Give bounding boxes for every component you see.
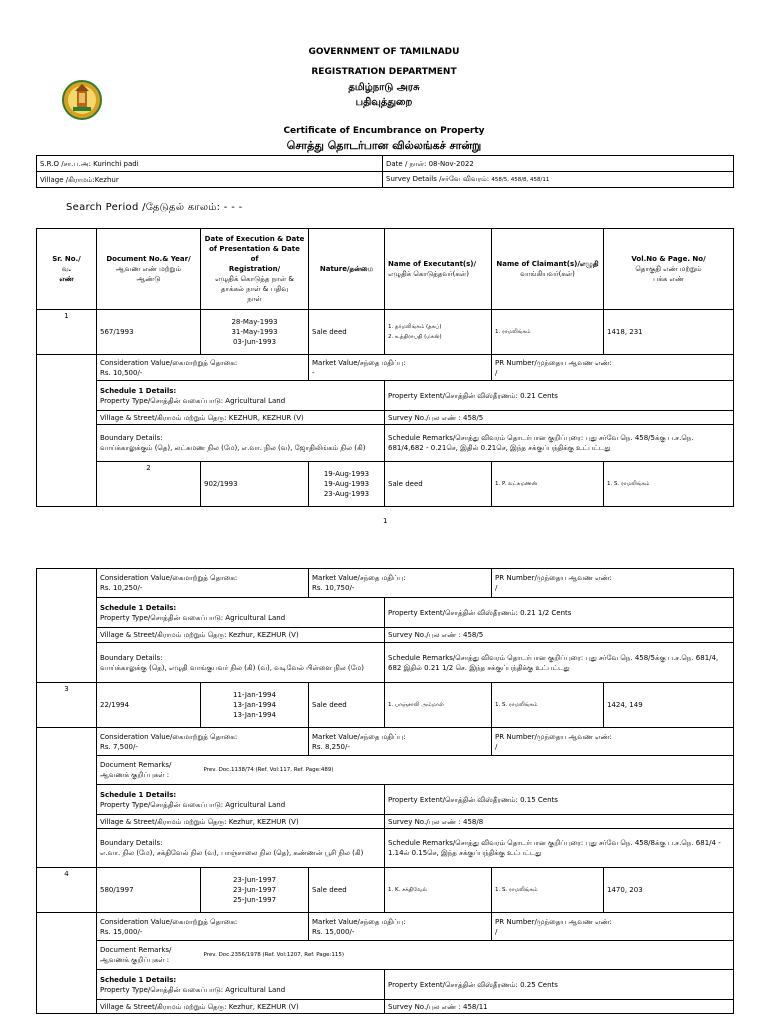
encumbrance-table-page-2 — [36, 568, 734, 1014]
document-remarks-label: Document Remarks/ ஆவணக் குறிப்புகள் : — [97, 941, 201, 970]
date-cell: Date / நாள்: 08-Nov-2022 — [383, 156, 734, 172]
entry-claimant: 1. S. ராமலிங்கம் — [492, 683, 604, 728]
schedule-row — [37, 598, 734, 628]
entry-document: 580/1997 — [97, 868, 201, 913]
entry-document: 567/1993 — [97, 310, 201, 355]
entry-executants: 1. பாஞ்சாலி அம்மாள் — [385, 683, 492, 728]
col-header-sr: Sr. No./ வ. எண் — [37, 229, 97, 310]
certificate-title: Certificate of Encumbrance on Property — [283, 126, 485, 136]
entry-executants: 1. K. சக்திவேல் — [385, 868, 492, 913]
pr-number: PR Number/முந்தைய ஆவண எண்: / — [492, 355, 734, 381]
encumbrance-table-page-1 — [36, 228, 734, 507]
entry-dates: 11-Jan-1994 13-Jan-1994 13-Jan-1994 — [201, 683, 309, 728]
property-extent: Property Extent/சொத்தின் விஸ்தீரணம்: 0.21 Cents — [385, 381, 734, 411]
survey-number: Survey No./புல எண் : 458/5 — [385, 411, 734, 425]
table-row — [37, 868, 734, 913]
boundary-details: Boundary Details: வாய்க்காலுக்கு (தெ), எழுதி வாங்குபவர் நில (கி) (வ), வடிவேல் பிள்ளை நில (மே) — [97, 643, 385, 683]
boundary-details: Boundary Details: வாய்க்காலுக்கும் (தெ), லட்சுமண நில (மே), எ.வா. நில (வ), ஜோதிலிங்கம் நில (கி) — [97, 425, 385, 462]
value-row — [37, 728, 734, 756]
tamilnadu-emblem — [62, 80, 102, 120]
village-street: Village & Street/கிராமம் மற்றும் தெரு: KEZHUR, KEZHUR (V) — [97, 411, 385, 425]
entry-document: 22/1994 — [97, 683, 201, 728]
survey-number: Survey No./புல எண் : 458/11 — [385, 1000, 734, 1014]
schedule-remarks: Schedule Remarks/சொத்து விவரம் தொடர்பான குறிப்புரை: புது சர்வே நெ. 458/5க்கு ப.ச.நெ. 681/4,682 - 0.21செ, இதில் 0.21செ, இந்த சக்குப்பந்திக்கு உட்பட்டது — [385, 425, 734, 462]
sro-cell: S.R.O /சா.ப.அ: Kurinchi padi — [37, 156, 383, 172]
survey-details-cell: Survey Details /சர்வே விவரம்: 458/5, 458/8, 458/11 — [383, 172, 734, 188]
survey-number: Survey No./புல எண் : 458/8 — [385, 815, 734, 829]
table-row — [37, 462, 734, 507]
schedule-details: Schedule 1 Details: Property Type/சொத்தின் வகைப்பாடு: Agricultural Land — [97, 381, 385, 411]
government-title-tamil: தமிழ்நாடு அரசு — [348, 82, 420, 93]
schedule-row — [37, 381, 734, 411]
entry-sr: 1 — [37, 310, 97, 355]
document-remarks-label: Document Remarks/ ஆவணக் குறிப்புகள் : — [97, 756, 201, 785]
document-remarks-row — [37, 756, 734, 785]
village-street: Village & Street/கிராமம் மற்றும் தெரு: Kezhur, KEZHUR (V) — [97, 1000, 385, 1014]
schedule-row — [37, 970, 734, 1000]
entry-sr: 2 — [97, 462, 201, 507]
entry-executants: 1. P. லட்சுமணன் — [492, 462, 604, 507]
pr-number: PR Number/முந்தைய ஆவண எண்: / — [492, 728, 734, 756]
department-title-tamil: பதிவுத்துறை — [355, 97, 413, 108]
entry-nature: Sale deed — [309, 310, 385, 355]
entry-document: 902/1993 — [201, 462, 309, 507]
village-street: Village & Street/கிராமம் மற்றும் தெரு: Kezhur, KEZHUR (V) — [97, 815, 385, 829]
pr-number: PR Number/முந்தைய ஆவண எண்: / — [492, 913, 734, 941]
department-title: REGISTRATION DEPARTMENT — [311, 67, 457, 77]
consideration-value: Consideration Value/கைமாற்றுத் தொகை: Rs. 7,500/- — [97, 728, 309, 756]
government-title: GOVERNMENT OF TAMILNADU — [308, 47, 460, 57]
boundary-details: Boundary Details: எ.வா. நில (மே), சக்திவேல் நில (வ), பாஞ்சாலை நில (தெ), கண்ணன் பூசி நில (கி) — [97, 829, 385, 868]
table-header-row — [37, 229, 734, 310]
village-street: Village & Street/கிராமம் மற்றும் தெரு: Kezhur, KEZHUR (V) — [97, 628, 385, 643]
boundary-row — [37, 643, 734, 683]
boundary-row — [37, 829, 734, 868]
entry-dates: 23-Jun-1997 23-Jun-1997 25-Jun-1997 — [201, 868, 309, 913]
certificate-title-tamil: சொத்து தொடர்பான வில்லங்கச் சான்று — [286, 139, 482, 152]
schedule-details: Schedule 1 Details: Property Type/சொத்தின் வகைப்பாடு: Agricultural Land — [97, 785, 385, 815]
property-extent: Property Extent/சொத்தின் விஸ்தீரணம்: 0.25 Cents — [385, 970, 734, 1000]
schedule-remarks: Schedule Remarks/சொத்து விவரம் தொடர்பான குறிப்புரை: புது சர்வே நெ. 458/5க்கு ப.ச.நெ. 681/4, 682 இதில் 0.21 1/2 செ. இந்த சக்குப்பந்திக்கு உட்பட்டது — [385, 643, 734, 683]
entry-volume: 1424, 149 — [604, 683, 734, 728]
entry-claimant: 1. S. ராமலிங்கம் — [492, 868, 604, 913]
schedule-remarks: Schedule Remarks/சொத்து விவரம் தொடர்பான குறிப்புரை: புது சர்வே நெ. 458/8க்கு ப.ச.நெ. 681/4 - 1.14ல் 0.15செ, இந்த சக்குப்பந்திக்கு உட்பட்டது — [385, 829, 734, 868]
schedule-details: Schedule 1 Details: Property Type/சொத்தின் வகைப்பாடு: Agricultural Land — [97, 970, 385, 1000]
entry-dates: 19-Aug-1993 19-Aug-1993 23-Aug-1993 — [309, 462, 385, 507]
entry-nature: Sale deed — [385, 462, 492, 507]
col-header-nature: Nature/தன்மை — [309, 229, 385, 310]
col-header-document: Document No.& Year/ ஆவண எண் மற்றும் ஆண்டு — [97, 229, 201, 310]
village-cell: Village /கிராமம்:Kezhur — [37, 172, 383, 188]
value-row — [37, 569, 734, 598]
village-row — [37, 815, 734, 829]
col-header-volume: Vol.No & Page. No/ தொகுதி எண் மற்றும் பக்க எண் — [604, 229, 734, 310]
market-value: Market Value/சந்தை மதிப்பு: - — [309, 355, 492, 381]
entry-claimant: 1. ராமலிங்கம் — [492, 310, 604, 355]
table-row — [37, 310, 734, 355]
village-row — [37, 411, 734, 425]
schedule-row — [37, 785, 734, 815]
document-remarks-row — [37, 941, 734, 970]
entry-sr: 3 — [37, 683, 97, 728]
table-row — [37, 683, 734, 728]
document-remarks: Prev. Doc.2356/1978 (Ref. Vol:1207, Ref. Page:115) — [201, 941, 734, 970]
schedule-details: Schedule 1 Details: Property Type/சொத்தின் வகைப்பாடு: Agricultural Land — [97, 598, 385, 628]
market-value: Market Value/சந்தை மதிப்பு: Rs. 10,750/- — [309, 569, 492, 598]
consideration-value: Consideration Value/கைமாற்றுத் தொகை: Rs. 10,250/- — [97, 569, 309, 598]
page-number: 1 — [383, 517, 388, 525]
entry-nature: Sale deed — [309, 868, 385, 913]
boundary-row — [37, 425, 734, 462]
consideration-value: Consideration Value/கைமாற்றுத் தொகை: Rs. 15,000/- — [97, 913, 309, 941]
survey-number: Survey No./புல எண் : 458/5 — [385, 628, 734, 643]
document-remarks: Prev. Doc.1138/74 (Ref. Vol:117, Ref. Page:489) — [201, 756, 734, 785]
value-row — [37, 913, 734, 941]
value-row — [37, 355, 734, 381]
village-row — [37, 1000, 734, 1014]
entry-volume: 1470, 203 — [604, 868, 734, 913]
property-extent: Property Extent/சொத்தின் விஸ்தீரணம்: 0.15 Cents — [385, 785, 734, 815]
market-value: Market Value/சந்தை மதிப்பு: Rs. 15,000/- — [309, 913, 492, 941]
col-header-claimant: Name of Claimant(s)/எழுதி வாங்கியவர்(கள்) — [492, 229, 604, 310]
property-extent: Property Extent/சொத்தின் விஸ்தீரணம்: 0.21 1/2 Cents — [385, 598, 734, 628]
property-info-table — [36, 155, 734, 188]
village-row — [37, 628, 734, 643]
col-header-dates: Date of Execution & Date of Presentation & Date of Registration/ எழுதிக் கொடுத்த நாள் & தாக்கல் நாள் & பதிவு நாள் — [201, 229, 309, 310]
entry-sr: 4 — [37, 868, 97, 913]
entry-claimant: 1. S. ராமலிங்கம் — [604, 462, 734, 507]
entry-executants: 1. தர்மலிங்கம் (தகப்) 2. உத்திராபதி (மகன்) — [385, 310, 492, 355]
pr-number: PR Number/முந்தைய ஆவண எண்: / — [492, 569, 734, 598]
entry-nature: Sale deed — [309, 683, 385, 728]
entry-volume: 1418, 231 — [604, 310, 734, 355]
entry-dates: 28-May-1993 31-May-1993 03-Jun-1993 — [201, 310, 309, 355]
market-value: Market Value/சந்தை மதிப்பு: Rs. 8,250/- — [309, 728, 492, 756]
col-header-executant: Name of Executant(s)/ எழுதிக் கொடுத்தவர்(கள்) — [385, 229, 492, 310]
consideration-value: Consideration Value/கைமாற்றுத் தொகை: Rs. 10,500/- — [97, 355, 309, 381]
search-period: Search Period /தேடுதல் காலம்: - - - — [66, 202, 243, 213]
